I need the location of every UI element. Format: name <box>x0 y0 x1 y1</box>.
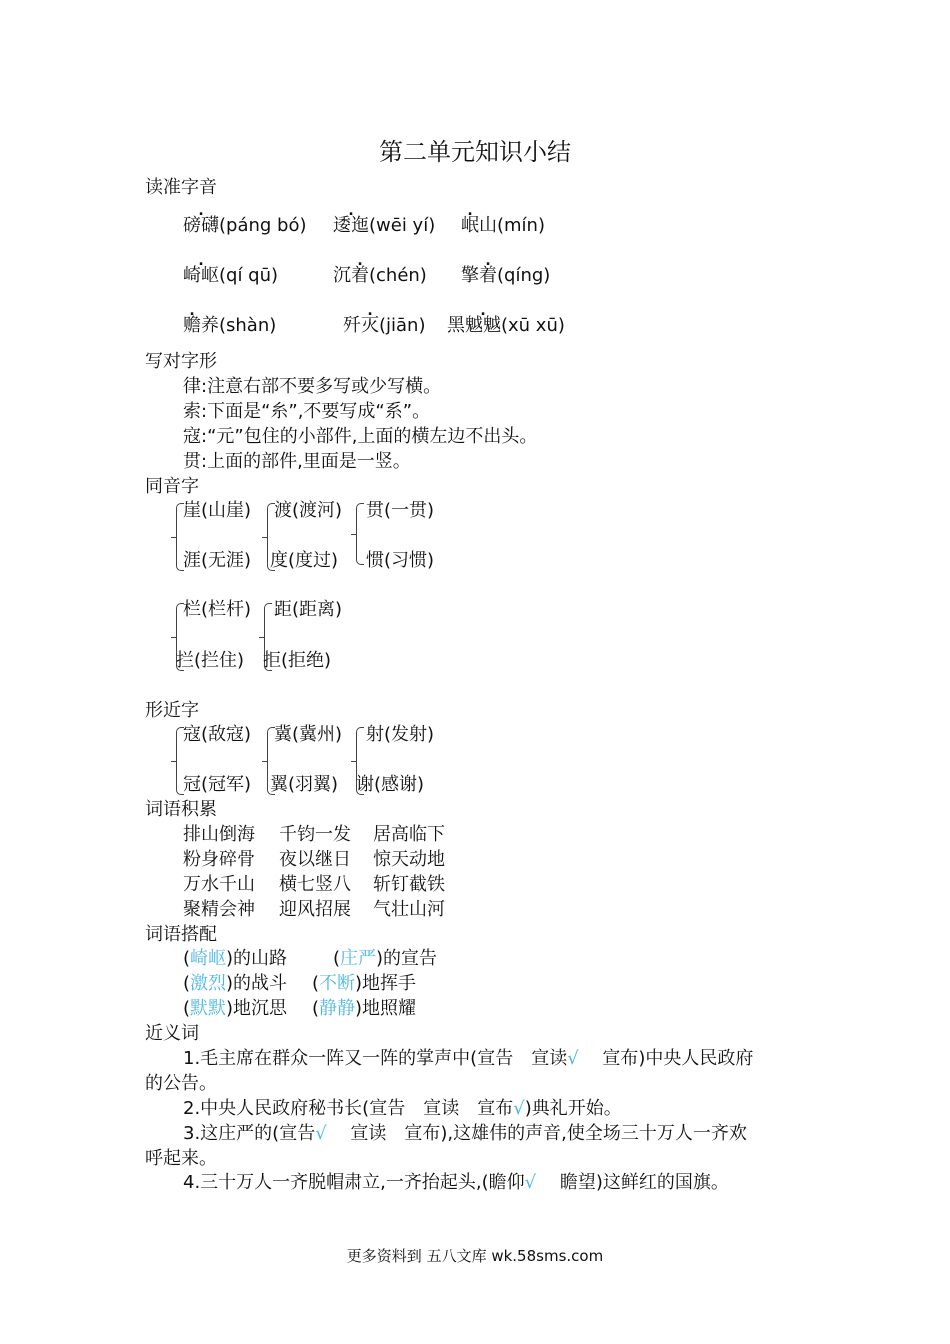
idiom: 万水千山 <box>183 874 255 895</box>
homophone-top: 崖(山崖) <box>183 500 252 521</box>
idiom: 居高临下 <box>373 824 445 845</box>
section-heading-similar-chars: 形近字 <box>145 700 199 721</box>
idiom: 排山倒海 <box>183 824 255 845</box>
homophone-bottom: 涯(无涯) <box>183 550 252 571</box>
pinyin-item: 沉着(chén) <box>333 265 427 286</box>
homophone-bottom: 拦(拦住) <box>176 650 245 671</box>
synonym-continuation: 的公告。 <box>145 1073 217 1094</box>
similar-bottom: 翼(羽翼) <box>270 774 339 795</box>
idiom: 聚精会神 <box>183 899 255 920</box>
homophone-bottom: 惯(习惯) <box>366 550 435 571</box>
similar-bottom: 冠(冠军) <box>183 774 252 795</box>
collocation-item: (崎岖)的山路 <box>183 948 288 969</box>
synonym-item: 3.这庄严的(宣告√ 宣读 宣布),这雄伟的声音,使全场三十万人一齐欢 <box>183 1123 747 1144</box>
page-title: 第二单元知识小结 <box>379 138 571 166</box>
synonym-item: 2.中央人民政府秘书长(宣告 宣读 宣布√)典礼开始。 <box>183 1098 622 1119</box>
pinyin-item: 赡养(shàn) <box>183 315 277 336</box>
collocation-item: (不断)地挥手 <box>312 973 417 994</box>
pinyin-item: 擎着(qíng) <box>461 265 551 286</box>
homophone-top: 距(距离) <box>274 599 343 620</box>
pinyin-item: 歼灭(jiān) <box>343 315 426 336</box>
group-brace <box>356 503 364 565</box>
homophone-top: 栏(栏杆) <box>183 599 252 620</box>
collocation-item: (激烈)的战斗 <box>183 973 288 994</box>
section-heading-synonyms: 近义词 <box>145 1023 199 1044</box>
collocation-item: (静静)地照耀 <box>312 998 417 1019</box>
synonym-item: 4.三十万人一齐脱帽肃立,一齐抬起头,(瞻仰√ 瞻望)这鲜红的国旗。 <box>183 1172 729 1193</box>
similar-top: 寇(敌寇) <box>183 724 252 745</box>
section-heading-pronunciation: 读准字音 <box>145 177 217 198</box>
synonym-item: 1.毛主席在群众一阵又一阵的掌声中(宣告 宣读√ 宣布)中央人民政府 <box>183 1048 754 1069</box>
similar-top: 射(发射) <box>366 724 435 745</box>
idiom: 千钧一发 <box>279 824 351 845</box>
writing-note: 寇:“元”包住的小部件,上面的横左边不出头。 <box>183 426 538 447</box>
idiom: 惊天动地 <box>373 849 445 870</box>
pinyin-item: 黑魆魆(xū xū) <box>447 315 565 336</box>
homophone-top: 贯(一贯) <box>366 500 435 521</box>
pinyin-item: 岷山(mín) <box>461 215 545 236</box>
pinyin-item: 逶迤(wēi yí) <box>333 215 436 236</box>
section-heading-vocabulary: 词语积累 <box>145 799 217 820</box>
idiom: 气壮山河 <box>373 899 445 920</box>
pinyin-item: 崎岖(qí qū) <box>183 265 279 286</box>
homophone-bottom: 度(度过) <box>270 550 339 571</box>
collocation-item: (默默)地沉思 <box>183 998 288 1019</box>
homophone-bottom: 拒(拒绝) <box>263 650 332 671</box>
pinyin-item: 磅礴(páng bó) <box>183 215 307 236</box>
synonym-continuation: 呼起来。 <box>145 1148 217 1169</box>
writing-note: 索:下面是“糸”,不要写成“系”。 <box>183 401 431 422</box>
idiom: 横七竖八 <box>279 874 351 895</box>
collocation-item: (庄严)的宣告 <box>333 948 438 969</box>
idiom: 迎风招展 <box>279 899 351 920</box>
similar-bottom: 谢(感谢) <box>356 774 425 795</box>
idiom: 粉身碎骨 <box>183 849 255 870</box>
footer-link[interactable]: 更多资料到 五八文库 wk.58sms.com <box>346 1247 604 1265</box>
similar-top: 冀(冀州) <box>274 724 343 745</box>
section-heading-collocation: 词语搭配 <box>145 924 217 945</box>
idiom: 斩钉截铁 <box>373 874 445 895</box>
section-heading-homophones: 同音字 <box>145 476 199 497</box>
section-heading-writing: 写对字形 <box>145 351 217 372</box>
writing-note: 律:注意右部不要多写或少写横。 <box>183 376 442 397</box>
writing-note: 贯:上面的部件,里面是一竖。 <box>183 451 411 472</box>
homophone-top: 渡(渡河) <box>274 500 343 521</box>
idiom: 夜以继日 <box>279 849 351 870</box>
